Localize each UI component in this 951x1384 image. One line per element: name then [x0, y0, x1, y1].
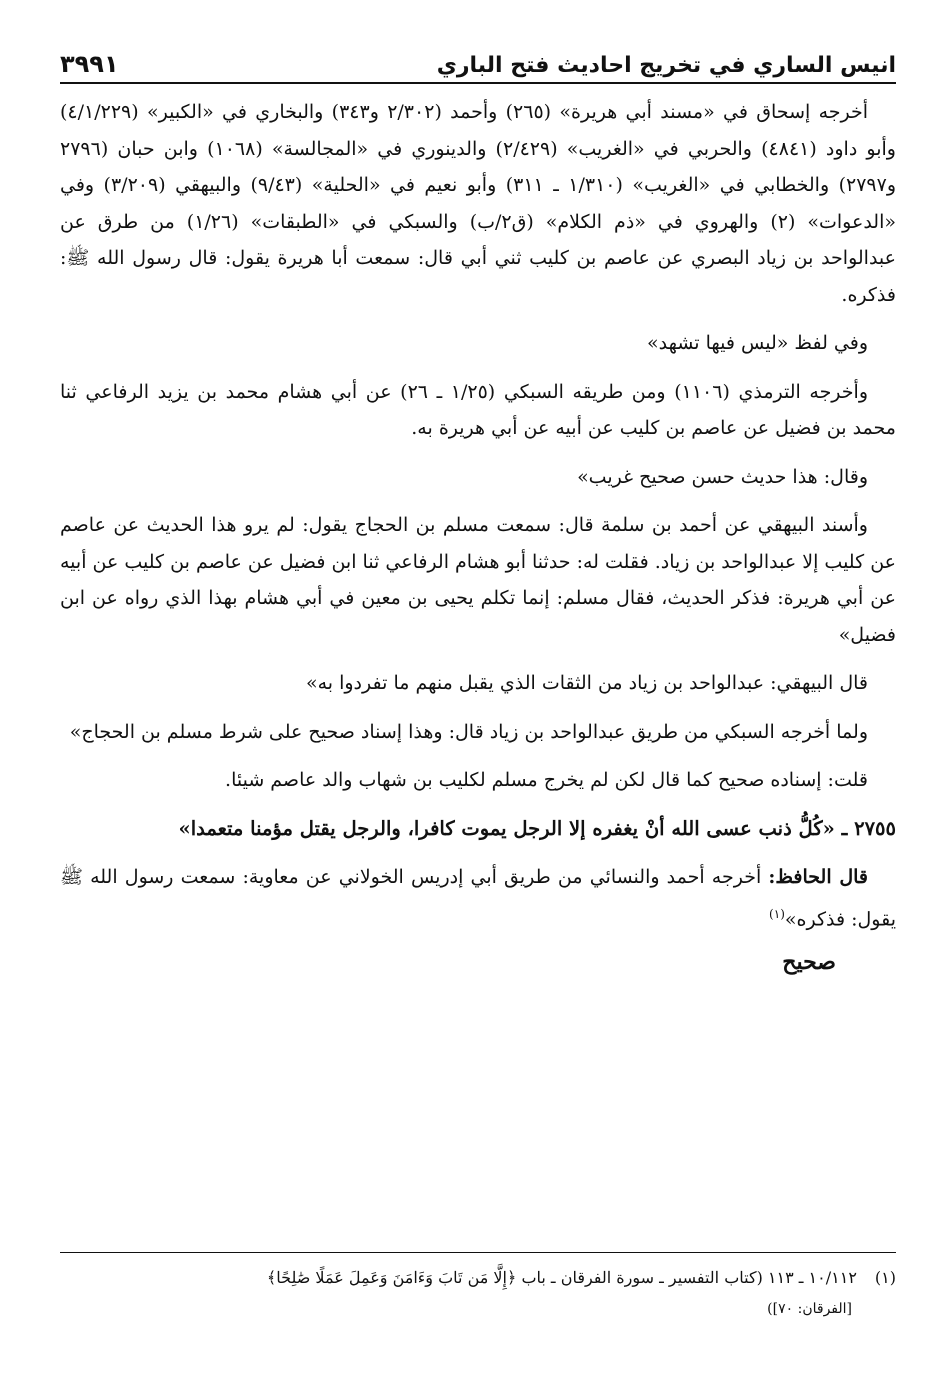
main-text — [60, 94, 896, 989]
hadith-number: ٢٧٥٥ — [854, 816, 896, 840]
paragraph-hafiz — [60, 859, 896, 937]
footnote-number: (١) — [874, 1268, 896, 1287]
paragraph-takhrij: أخرجه إسحاق في «مسند أبي هريرة» (٢٦٥) وأحمد (٢/٣٠٢ و٣٤٣) والبخاري في «الكبير» (٤/١/٢٢٩) وأبو داود (٤٨٤١) والحربي في «الغريب» (٢/٤٢٩) والدينوري في «المجالسة» (١٠٦٨) وابن حبان (٢٧٩٦ و٢٧٩٧) والخطابي في «الغريب» (١/٣١٠ ـ ٣١١) وأبو نعيم في «الحلية» (٩/٤٣) والبيهقي (٣/٢٠٩) وفي «الدعوات» (٢) والهروي في «ذم الكلام» (ق٢/ب) والسبكي في «الطبقات» (١/٢٦) من طرق عن عبدالواحد بن زياد البصري عن عاصم بن كليب ثني أبي قال: سمعت أبا هريرة يقول: قال رسول الله ﷺ: فذكره. — [60, 101, 897, 306]
footnote-text: ١٠/١١٢ ـ ١١٣ (كتاب التفسير ـ سورة الفرقان ـ باب ﴿إِلَّا مَن تَابَ وَءَامَنَ وَعَمِلَ عَمَلًا صَٰلِحًا﴾ — [266, 1268, 857, 1287]
grading-verdict: صحيح — [782, 949, 836, 976]
paragraph-bayhaqi-muslim: وأسند البيهقي عن أحمد بن سلمة قال: سمعت مسلم بن الحجاج يقول: لم يرو هذا الحديث عن عاصم عن كليب إلا عبدالواحد بن زياد. فقلت له: حدثنا أبو هشام الرفاعي ثنا ابن فضيل عن عاصم بن كليب عن أبيه عن أبي هريرة: فذكر الحديث، فقال مسلم: إنما تكلم يحيى بن معين في أبي هشام بهذا الذي رواه عن ابن فضيل» — [60, 514, 896, 646]
paragraph-bayhaqi-comment: قال البيهقي: عبدالواحد بن زياد من الثقات الذي يقبل منهم ما تفردوا به» — [305, 672, 868, 694]
variant-wording-text: وفي لفظ «ليس فيها تشهد» — [646, 332, 868, 354]
page — [60, 40, 896, 989]
hadith-entry — [60, 811, 896, 848]
running-header — [60, 40, 896, 84]
paragraph-author-note: قلت: إسناده صحيح كما قال لكن لم يخرج مسلم لكليب بن شهاب والد عاصم شيئا. — [225, 769, 868, 791]
hadith-text: ـ «كُلُّ ذنب عسى الله أنْ يغفره إلا الرجل يموت كافرا، والرجل يقتل مؤمنا متعمدا» — [178, 816, 848, 840]
page-number: ٣٩٩١ — [60, 50, 119, 78]
footnote-ref-line — [60, 1293, 896, 1324]
footnote-rule — [60, 1252, 896, 1253]
footnotes-section — [60, 1252, 896, 1324]
footnote-item — [60, 1263, 896, 1293]
paragraph-subki: ولما أخرجه السبكي من طريق عبدالواحد بن زياد قال: وهذا إسناد صحيح على شرط مسلم بن الحجاج» — [69, 720, 868, 743]
paragraph-tirmidhi: وأخرجه الترمذي (١١٠٦) ومن طريقه السبكي (١/٢٥ ـ ٢٦) عن أبي هشام محمد بن يزيد الرفاعي ثنا محمد بن فضيل عن عاصم بن كليب عن أبيه عن أبي هريرة به. — [60, 380, 896, 439]
footnote-quran-ref: [الفرقان: ٧٠]) — [767, 1301, 852, 1317]
book-title: انيس الساري في تخريج احاديث فتح الباري — [436, 53, 896, 78]
hafiz-lead: قال الحافظ: — [768, 866, 869, 888]
hafiz-text: أخرجه أحمد والنسائي من طريق أبي إدريس الخولاني عن معاوية: سمعت رسول الله ﷺ يقول: فذكره» — [60, 866, 896, 930]
footnote-marker: (١) — [769, 906, 785, 921]
paragraph-tirmidhi-verdict: وقال: هذا حديث حسن صحيح غريب» — [577, 465, 868, 488]
paragraph-variant-wording — [60, 325, 896, 362]
